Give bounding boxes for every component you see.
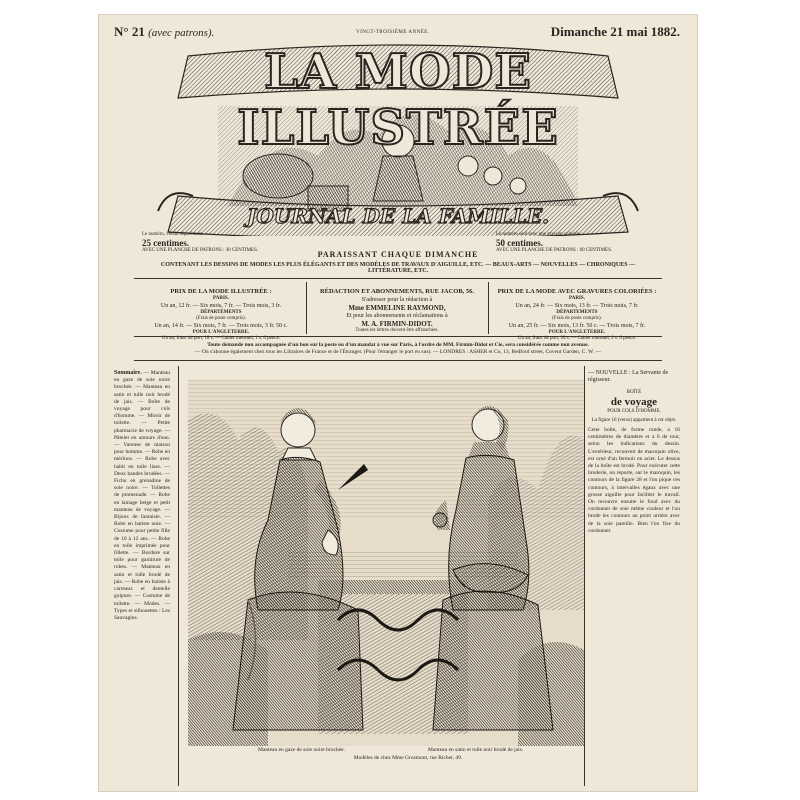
caption-left: Manteau en gaze de soie noire brochée. xyxy=(258,747,345,753)
boite-article-column: — NOUVELLE : La Servante de régisseur. BOÎTE de voyage POUR COLS D'HOMME. La figure 16 (verso) appartient à cet objet. Cette boîte, de forme ronde, a 16 centimètres de diamètre et a 0 de tour, selon les indications du dessin. L'extérieur, recouvert de maroquin olive, est orné d'un fermoir en acier. Le dessus de la boîte est brodé. Pour exécuter cette broderie, on reporte, sur le maroquin, les contours de la figure 28 et l'on pique ces contours, à intervalles égaux avec une grosse aiguille pour faciliter le travail. On recouvre ensuite le fond avec du cordonnet de soie même couleur et l'on brode les contours au point arrière avec de la soie pareille. Bien l'on fixe du cordonnet. xyxy=(588,370,680,534)
prices-block-middle: RÉDACTION ET ABONNEMENTS, RUE JACOB, 56. S'adresser pour la rédaction à Mme EMMELINE RAYMOND, Et pour les abonnements et réclamations à M. A. FIRMIN-DIDOT. Toutes les lettres doivent être affranchies. xyxy=(319,288,475,333)
sommaire-column: Sommaire. — Manteau en gaze de soie noire brochée. — Manteau en satin et tulle noir brodé de jais. — Boîte de voyage pour cols d'homme. — Miroir de toilette. — Petite pharmacie de voyage. — Pâtelet en amours d'eau. — Vareuse de maison pour homme. — Robe en mérinos. — Robe avec habit en toile lisse. — Deux bandes brodées. — Fichu en grenadine de soie noire. — Toilettes de promenade. — Robe en lainage beige et petit manteau de voyage. — Bijoux de fantaisie. — Robe en batiste unie. — Costume pour petite fille de 10 à 12 ans. — Robe en toile imprimée pour fillette. — Bordure sur toile pour garniture de robes. — Manteau en satin et tulle brodé de jais. — Robe en batiste à carreaux et dentelle guipure. — Costume de toilette. — Modes. — Types et silhouettes : Les Sauvagins. xyxy=(114,370,170,621)
masthead-subtitle: JOURNAL DE LA FAMILLE. xyxy=(246,204,550,228)
newspaper-page xyxy=(98,14,698,792)
left-price-note: Le numéro, vendu séparément 25 centimes. AVEC UNE PLANCHE DE PATRONS : 30 CENTIMES. xyxy=(142,232,259,253)
issue-date: Dimanche 21 mai 1882. xyxy=(550,24,680,39)
prices-block-left: PRIX DE LA MODE ILLUSTRÉE : PARIS. Un an, 12 fr. — Six mois, 7 fr. — Trois mois, 3 fr. DÉPARTEMENTS (Frais de poste compris). Un an, 14 fr. — Six mois, 7 fr. — Trois mois, 3 fr. 50 c. POUR L'ANGLETERRE. Un an, franc de port, 18 s. — Cahier mensuel, 1 s. 6 pence. xyxy=(154,288,288,341)
fashion-plate-engraving xyxy=(188,380,584,746)
contents-line: CONTENANT LES DESSINS DE MODES LES PLUS ÉLÉGANTS ET DES MODÈLES DE TRAVAUX D'AIGUILLE, ETC. — BEAUX-ARTS — NOUVELLES — CHRONIQUES — LITTÉRATURE, ETC. xyxy=(160,262,636,274)
subscription-notice: Toute demande non accompagnée d'un bon sur la poste ou d'un mandat à vue sur Paris, à l'ordre de MM. Firmin-Didot et Cie, sera considérée comme non avenue. — On s'abonne également chez tous les Libraires de France et de l'Étranger. (Pour l'étranger le port en sus). — LONDRES : ASHER et Co, 13, Bedford street, Covent Garden, C. W. — xyxy=(195,342,601,355)
caption-right: Manteau en satin et tulle noir brodé de jais. xyxy=(428,747,524,753)
caption-models: Modèles de chez Mme Grosmont, rue Richer, 49. xyxy=(353,755,463,761)
masthead xyxy=(148,36,648,236)
paraissant-line: PARAISSANT CHAQUE DIMANCHE xyxy=(317,250,479,259)
issue-number: N° 21 (avec patrons). xyxy=(114,24,215,39)
year-line: VINGT-TROISIÈME ANNÉE. xyxy=(356,30,430,35)
masthead-title: LA MODE ILLUSTRÉE xyxy=(237,44,559,156)
prices-block-right: PRIX DE LA MODE AVEC GRAVURES COLORIÉES : PARIS. Un an, 24 fr. — Six mois, 13 fr. — Trois mois, 7 fr. DÉPARTEMENTS (Frais de poste compris). Un an, 25 fr. — Six mois, 13 fr. 50 c. — Trois mois, 7 fr. POUR L'ANGLETERRE. Un an, franc de port, 30 s. — Cahier mensuel, 2 s. 6 pence. xyxy=(497,288,657,341)
right-price-note: Le numéro seul avec une gravure coloriée : 50 centimes. AVEC UNE PLANCHE DE PATRONS : 60 CENTIMES. xyxy=(496,232,613,253)
